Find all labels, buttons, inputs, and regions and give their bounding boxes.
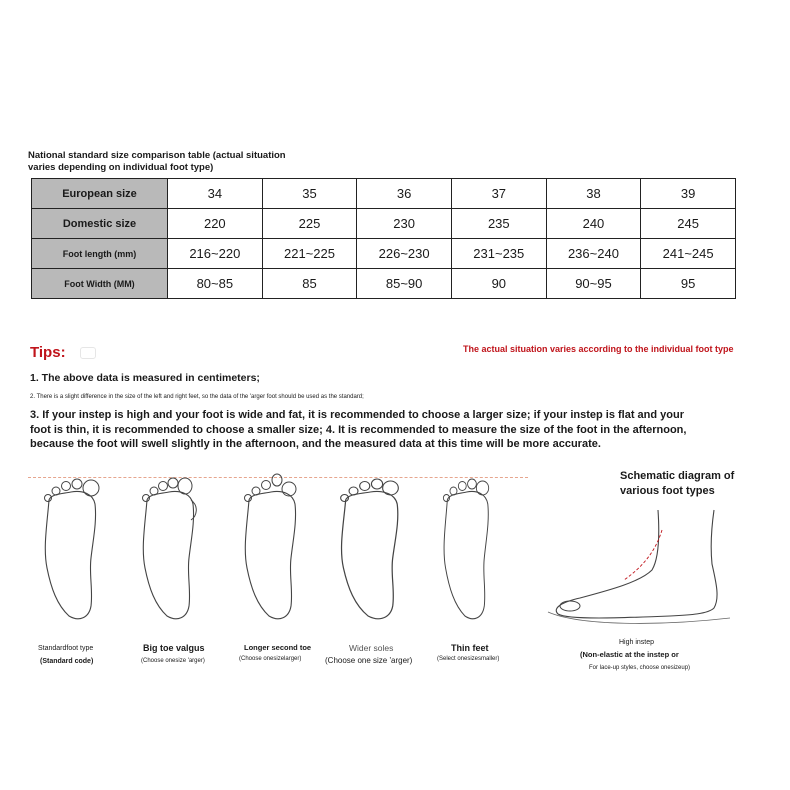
table-row [32, 239, 736, 269]
high-instep-lace-note: For lace-up styles, choose onesizeup) [589, 665, 691, 671]
longer-second-toe-foot-icon [245, 474, 297, 619]
big-toe-valgus-label: Big toe valgus [143, 643, 205, 653]
table-cell: 240 [546, 209, 641, 239]
big-toe-valgus-sub: (Choose onesize 'arger) [141, 658, 205, 664]
foot-types-illustration [25, 470, 515, 630]
table-cell: 221~225 [262, 239, 357, 269]
longer-second-toe-sub: (Choose onesizelarger) [239, 656, 302, 662]
table-cell: 220 [168, 209, 263, 239]
individual-note: The actual situation varies according to the individual foot type [463, 344, 734, 354]
wider-soles-label: Wider soles [349, 643, 394, 653]
caption-line-2: varies depending on individual foot type) [28, 162, 214, 173]
table-cell: 80~85 [168, 269, 263, 299]
row-header: Foot Width (MM) [32, 269, 168, 299]
table-cell: 38 [546, 179, 641, 209]
caption-line-1: National standard size comparison table (actual situation [28, 150, 286, 161]
thin-feet-foot-icon [443, 479, 488, 619]
table-cell: 216~220 [168, 239, 263, 269]
table-row [32, 209, 736, 239]
big-toe-valgus-foot-icon [143, 478, 197, 619]
standard-foot-label: Standardfoot type [38, 645, 94, 652]
table-cell: 225 [262, 209, 357, 239]
row-header: European size [32, 179, 168, 209]
diagram-title-line-1: Schematic diagram of [620, 470, 735, 482]
row-header: Foot length (mm) [32, 239, 168, 269]
diagram-title [620, 469, 734, 499]
table-cell: 39 [641, 179, 736, 209]
table-cell: 37 [451, 179, 546, 209]
table-cell: 35 [262, 179, 357, 209]
table-row [32, 269, 736, 299]
tip-line-2: 2. There is a slight difference in the size of the left and right feet, so the data of the 'arger foot should be used as the standard; [30, 394, 364, 400]
table-cell: 226~230 [357, 239, 452, 269]
table-cell: 231~235 [451, 239, 546, 269]
wider-soles-foot-icon [341, 479, 399, 619]
size-comparison-table [31, 178, 736, 299]
longer-second-toe-label: Longer second toe [244, 643, 312, 652]
high-instep-note: (Non-elastic at the instep or [580, 650, 679, 659]
standard-foot-sub: (Standard code) [40, 658, 94, 665]
tip-line-1: 1. The above data is measured in centimeters; [30, 372, 260, 384]
high-instep-label: High instep [619, 639, 655, 646]
standard-foot-icon [45, 479, 100, 619]
table-cell: 36 [357, 179, 452, 209]
tip-line-3: 3. If your instep is high and your foot is wide and fat, it is recommended to choose a larger size; if your instep is flat and your foot is thin, it is recommended to choose a smaller size; 4. It is recommended to measure the size of the foot in the afternoon, because the foot will swell slightly in the afternoon, and the measured data at this time will be more accurate. [30, 409, 687, 450]
table-cell: 230 [357, 209, 452, 239]
table-cell: 90 [451, 269, 546, 299]
table-row [32, 179, 736, 209]
table-cell: 34 [168, 179, 263, 209]
tips-icon [80, 347, 96, 359]
tips-title: Tips: [30, 344, 66, 361]
table-cell: 241~245 [641, 239, 736, 269]
table-cell: 235 [451, 209, 546, 239]
thin-feet-label: Thin feet [451, 643, 489, 653]
diagram-title-line-2: various foot types [620, 485, 715, 497]
table-cell: 85~90 [357, 269, 452, 299]
table-cell: 85 [262, 269, 357, 299]
table-cell: 245 [641, 209, 736, 239]
table-cell: 95 [641, 269, 736, 299]
table-cell: 90~95 [546, 269, 641, 299]
table-caption [28, 150, 348, 174]
wider-soles-sub: (Choose one size 'arger) [325, 656, 413, 665]
row-header: Domestic size [32, 209, 168, 239]
thin-feet-sub: (Select onesizesmaller) [437, 656, 500, 662]
table-cell: 236~240 [546, 239, 641, 269]
high-instep-side-foot-icon [540, 500, 740, 630]
